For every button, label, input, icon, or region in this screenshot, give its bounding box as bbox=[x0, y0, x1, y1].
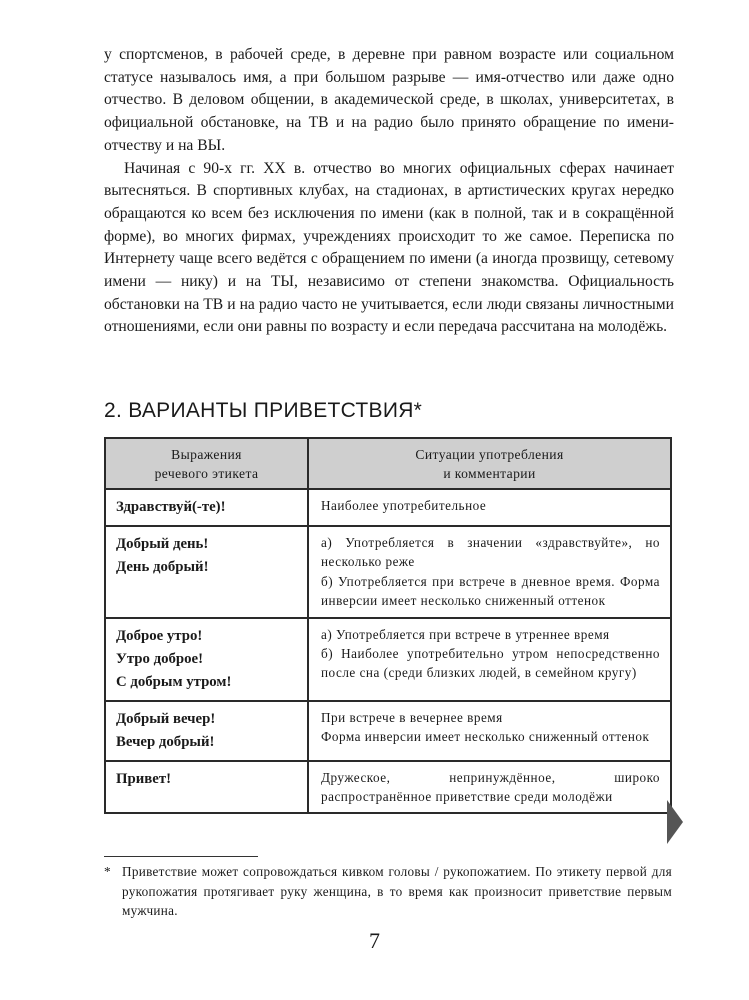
comment: б) Наиболее употребительно утром непосредственно после сна (среди близких людей, в семейном кругу) bbox=[321, 646, 660, 681]
header-situations bbox=[308, 438, 671, 489]
comment: а) Употребляется при встрече в утреннее время bbox=[321, 626, 610, 642]
header-situations-line: и комментарии bbox=[443, 466, 536, 481]
expression: Вечер добрый! bbox=[116, 733, 215, 750]
header-expressions bbox=[105, 438, 308, 489]
intro-text bbox=[104, 44, 674, 339]
comment-cell bbox=[308, 761, 671, 814]
comment: а) Употребляется в значении «здравствуйте», но несколько реже bbox=[321, 535, 660, 570]
table-row bbox=[105, 761, 671, 814]
table-row bbox=[105, 701, 671, 761]
table-row bbox=[105, 526, 671, 618]
page-number: 7 bbox=[369, 928, 380, 953]
expression: День добрый! bbox=[116, 559, 209, 575]
footnote-divider bbox=[104, 856, 258, 857]
expression: Добрый вечер! bbox=[116, 710, 216, 727]
table-row bbox=[105, 489, 671, 526]
page-edge-tab-marker bbox=[667, 800, 683, 844]
comment: б) Употребляется при встрече в дневное время. Форма инверсии имеет несколько сниженный оттенок bbox=[321, 573, 660, 609]
table-header-row bbox=[105, 438, 671, 489]
header-expressions-line: Выражения bbox=[171, 447, 242, 462]
expression: Привет! bbox=[116, 770, 172, 787]
footnote bbox=[104, 862, 672, 921]
intro-paragraph-1: у спортсменов, в рабочей среде, в деревне при равном возрасте или социальном статусе называлось имя, а при большом разрыве — имя-отчество или даже одно отчество. В деловом общении, в академической среде, в школах, университетах, в официальной обстановке, на ТВ и на радио было принято обращение по имени-отчеству и на ВЫ. bbox=[104, 46, 674, 154]
expression: Утро доброе! bbox=[116, 650, 204, 667]
comment-cell bbox=[308, 489, 671, 526]
section-title: 2. ВАРИАНТЫ ПРИВЕТСТВИЯ* bbox=[104, 399, 423, 422]
comment: Дружеское, непринуждённое, широко распространённое приветствие среди молодёжи bbox=[321, 769, 660, 805]
expression: Добрый день! bbox=[116, 536, 209, 552]
table-row bbox=[105, 618, 671, 701]
expression-cell bbox=[105, 526, 308, 618]
expression-cell bbox=[105, 701, 308, 761]
comment: Наиболее употребительное bbox=[321, 498, 487, 513]
expression-cell bbox=[105, 618, 308, 701]
comment: Форма инверсии имеет несколько сниженный оттенок bbox=[321, 729, 650, 745]
expression: Доброе утро! bbox=[116, 627, 203, 644]
comment-cell bbox=[308, 618, 671, 701]
footnote-text: Приветствие может сопровождаться кивком головы / рукопожатием. По этикету первой для рукопожатия протягивает руку женщина, в то время как произносит приветствие первым мужчина. bbox=[122, 864, 672, 918]
expression-cell bbox=[105, 761, 308, 814]
comment-cell bbox=[308, 526, 671, 618]
header-situations-line: Ситуации употребления bbox=[415, 447, 564, 462]
expression: С добрым утром! bbox=[116, 673, 232, 690]
footnote-mark: * bbox=[104, 864, 111, 879]
intro-paragraph-2: Начиная с 90-х гг. XX в. отчество во многих официальных сферах начинает вытесняться. В спортивных клубах, на стадионах, в артистических кругах нередко обращаются ко всем без исключения по имени (как в полной, так и в сокращённой форме), во многих фирмах, учреждениях происходит то же самое. Переписка по Интернету чаще всего ведётся с обращением по имени (а иногда прозвищу, сетевому имени — нику) и на ТЫ, независимо от степени знакомства. Официальность обстановки на ТВ и на радио часто не учитывается, если люди связаны личностными отношениями, если они равны по возрасту и если передача рассчитана на молодёжь. bbox=[104, 159, 674, 336]
comment-cell bbox=[308, 701, 671, 761]
greetings-table bbox=[104, 437, 672, 814]
header-expressions-line: речевого этикета bbox=[154, 466, 259, 481]
expression-cell bbox=[105, 489, 308, 526]
expression: Здравствуй(-те)! bbox=[116, 499, 226, 515]
comment: При встрече в вечернее время bbox=[321, 709, 503, 725]
